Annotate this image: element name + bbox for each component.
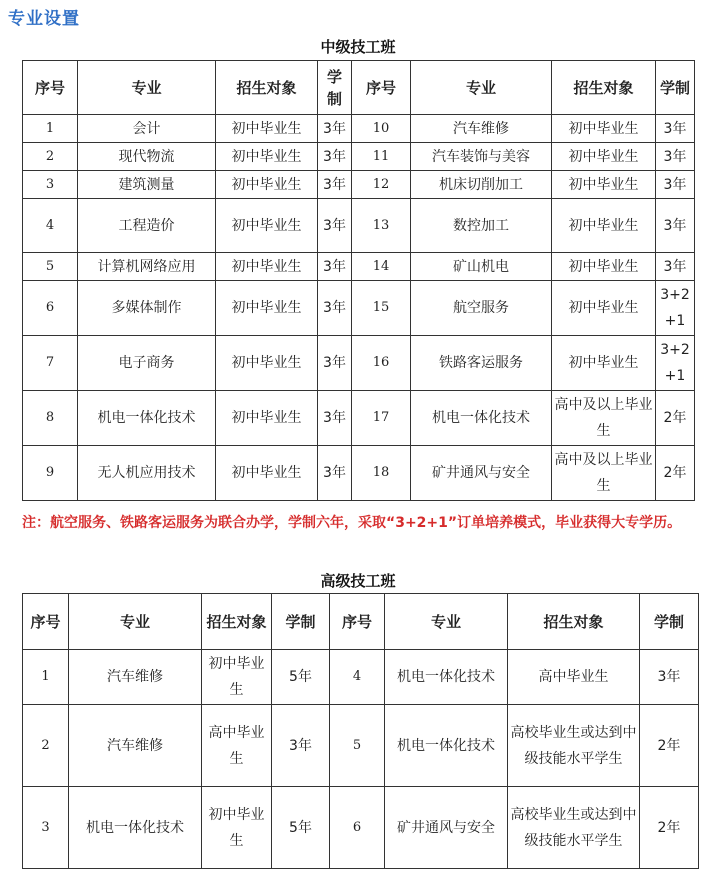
row-major: 汽车维修 <box>411 115 552 143</box>
row-major: 机电一体化技术 <box>69 787 202 869</box>
row-target: 高中及以上毕业生 <box>552 391 656 446</box>
row-years: 3年 <box>318 281 352 336</box>
row-seq: 3 <box>23 787 69 869</box>
header-target: 招生对象 <box>216 61 318 115</box>
row-years: 3年 <box>318 446 352 501</box>
row-seq: 11 <box>352 143 411 171</box>
row-major: 航空服务 <box>411 281 552 336</box>
row-seq: 18 <box>352 446 411 501</box>
row-seq: 9 <box>23 446 78 501</box>
row-years: 3+2+1 <box>656 281 695 336</box>
row-seq: 5 <box>23 253 78 281</box>
row-major: 机电一体化技术 <box>78 391 216 446</box>
row-major: 矿井通风与安全 <box>411 446 552 501</box>
header-target: 招生对象 <box>202 594 272 650</box>
row-target: 高中毕业生 <box>508 650 640 705</box>
row-major: 工程造价 <box>78 199 216 253</box>
row-target: 初中毕业生 <box>552 281 656 336</box>
row-major: 机电一体化技术 <box>385 650 508 705</box>
row-seq: 12 <box>352 171 411 199</box>
row-target: 初中毕业生 <box>216 253 318 281</box>
row-target: 初中毕业生 <box>202 787 272 869</box>
row-major: 机电一体化技术 <box>411 391 552 446</box>
header-years: 学制 <box>272 594 330 650</box>
row-years: 3年 <box>318 143 352 171</box>
row-major: 电子商务 <box>78 336 216 391</box>
row-years: 3年 <box>656 115 695 143</box>
row-target: 高校毕业生或达到中级技能水平学生 <box>508 705 640 787</box>
row-target: 初中毕业生 <box>216 391 318 446</box>
table-row <box>23 281 695 336</box>
row-major: 多媒体制作 <box>78 281 216 336</box>
row-seq: 2 <box>23 705 69 787</box>
row-target: 初中毕业生 <box>552 171 656 199</box>
senior-level-caption: 高级技工班 <box>320 572 396 590</box>
header-seq: 序号 <box>330 594 385 650</box>
row-years: 3年 <box>656 199 695 253</box>
header-seq: 序号 <box>352 61 411 115</box>
mid-level-caption: 中级技工班 <box>320 38 396 56</box>
row-target: 初中毕业生 <box>216 336 318 391</box>
row-seq: 4 <box>330 650 385 705</box>
row-years: 2年 <box>640 705 699 787</box>
row-seq: 5 <box>330 705 385 787</box>
row-years: 3年 <box>656 253 695 281</box>
header-seq: 序号 <box>23 61 78 115</box>
header-years: 学制 <box>640 594 699 650</box>
row-target: 初中毕业生 <box>202 650 272 705</box>
row-years: 3年 <box>318 199 352 253</box>
row-seq: 1 <box>23 650 69 705</box>
row-target: 初中毕业生 <box>216 446 318 501</box>
row-years: 5年 <box>272 650 330 705</box>
row-target: 初中毕业生 <box>552 143 656 171</box>
row-target: 初中毕业生 <box>216 199 318 253</box>
row-seq: 8 <box>23 391 78 446</box>
row-seq: 6 <box>330 787 385 869</box>
row-seq: 17 <box>352 391 411 446</box>
row-seq: 13 <box>352 199 411 253</box>
header-years: 学制 <box>656 61 695 115</box>
row-major: 无人机应用技术 <box>78 446 216 501</box>
row-target: 初中毕业生 <box>552 115 656 143</box>
table-row <box>23 171 695 199</box>
row-years: 3年 <box>318 115 352 143</box>
row-seq: 1 <box>23 115 78 143</box>
row-seq: 14 <box>352 253 411 281</box>
table-row <box>23 115 695 143</box>
row-years: 3年 <box>656 143 695 171</box>
row-major: 计算机网络应用 <box>78 253 216 281</box>
row-years: 3年 <box>318 253 352 281</box>
row-target: 初中毕业生 <box>216 171 318 199</box>
header-major: 专业 <box>78 61 216 115</box>
row-major: 现代物流 <box>78 143 216 171</box>
table-row <box>23 253 695 281</box>
header-years: 学制 <box>318 61 352 115</box>
table-row <box>23 650 699 705</box>
table-row <box>23 336 695 391</box>
header-major: 专业 <box>411 61 552 115</box>
row-target: 初中毕业生 <box>216 115 318 143</box>
row-years: 3+2+1 <box>656 336 695 391</box>
row-target: 初中毕业生 <box>552 336 656 391</box>
row-target: 初中毕业生 <box>552 199 656 253</box>
senior-level-table <box>22 593 699 869</box>
table-row <box>23 705 699 787</box>
row-major: 建筑测量 <box>78 171 216 199</box>
row-major: 矿井通风与安全 <box>385 787 508 869</box>
row-seq: 15 <box>352 281 411 336</box>
row-years: 3年 <box>656 171 695 199</box>
row-major: 汽车维修 <box>69 705 202 787</box>
table-row <box>23 787 699 869</box>
row-years: 3年 <box>272 705 330 787</box>
row-major: 汽车维修 <box>69 650 202 705</box>
row-major: 会计 <box>78 115 216 143</box>
row-major: 矿山机电 <box>411 253 552 281</box>
table-row <box>23 199 695 253</box>
row-years: 5年 <box>272 787 330 869</box>
row-seq: 6 <box>23 281 78 336</box>
row-target: 初中毕业生 <box>216 143 318 171</box>
note-text: 注：航空服务、铁路客运服务为联合办学，学制六年，采取“3+2+1”订单培养模式，毕业获得大专学历。 <box>22 515 682 531</box>
row-years: 3年 <box>318 336 352 391</box>
row-target: 高校毕业生或达到中级技能水平学生 <box>508 787 640 869</box>
row-target: 初中毕业生 <box>216 281 318 336</box>
header-seq: 序号 <box>23 594 69 650</box>
row-years: 3年 <box>318 391 352 446</box>
header-target: 招生对象 <box>552 61 656 115</box>
row-years: 2年 <box>656 446 695 501</box>
row-major: 铁路客运服务 <box>411 336 552 391</box>
row-seq: 10 <box>352 115 411 143</box>
mid-level-table <box>22 60 695 501</box>
row-years: 3年 <box>640 650 699 705</box>
row-target: 高中及以上毕业生 <box>552 446 656 501</box>
header-target: 招生对象 <box>508 594 640 650</box>
table-row <box>23 391 695 446</box>
header-major: 专业 <box>69 594 202 650</box>
row-seq: 4 <box>23 199 78 253</box>
row-major: 汽车装饰与美容 <box>411 143 552 171</box>
row-major: 数控加工 <box>411 199 552 253</box>
row-years: 3年 <box>318 171 352 199</box>
row-major: 机床切削加工 <box>411 171 552 199</box>
row-seq: 3 <box>23 171 78 199</box>
row-seq: 7 <box>23 336 78 391</box>
section-title: 专业设置 <box>8 9 80 29</box>
row-years: 2年 <box>640 787 699 869</box>
row-years: 2年 <box>656 391 695 446</box>
row-seq: 16 <box>352 336 411 391</box>
table-row <box>23 143 695 171</box>
table-header-row <box>23 61 695 115</box>
row-major: 机电一体化技术 <box>385 705 508 787</box>
table-row <box>23 446 695 501</box>
table-header-row <box>23 594 699 650</box>
row-target: 高中毕业生 <box>202 705 272 787</box>
row-target: 初中毕业生 <box>552 253 656 281</box>
header-major: 专业 <box>385 594 508 650</box>
row-seq: 2 <box>23 143 78 171</box>
